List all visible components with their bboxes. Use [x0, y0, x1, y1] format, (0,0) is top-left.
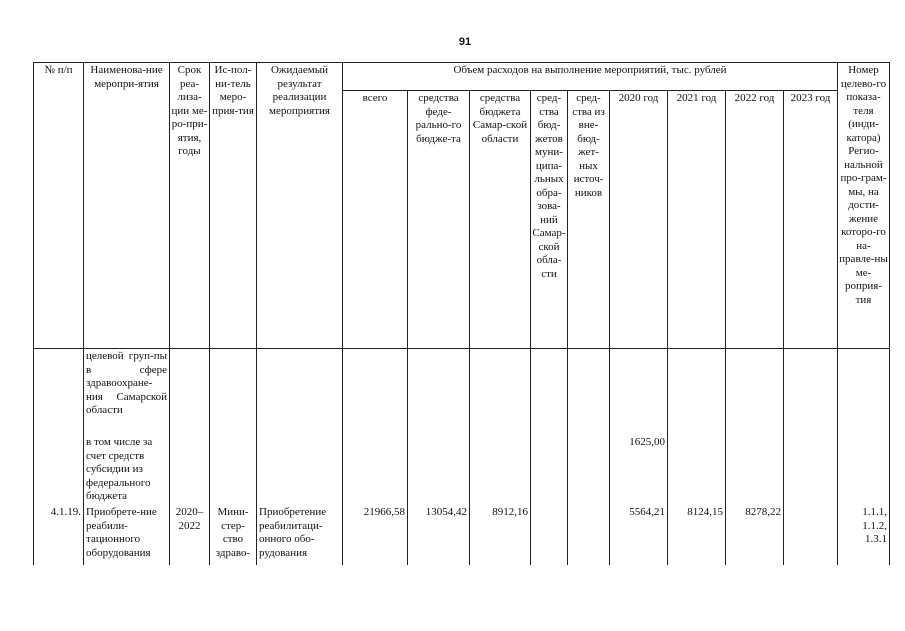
- cell-extra: [568, 349, 610, 426]
- cell-regional: [470, 349, 531, 426]
- cell-2023: [784, 505, 838, 565]
- cell-extra: [568, 505, 610, 565]
- header-regional: средства бюджета Самар-ской области: [470, 91, 531, 349]
- cell-term: 2020–2022: [170, 505, 210, 565]
- cell-2021: [668, 435, 726, 505]
- cell-term: [170, 435, 210, 505]
- header-2020: 2020 год: [610, 91, 668, 349]
- cell-2020: [610, 349, 668, 426]
- header-indicator: Номер целево-го показа-теля (инди-катора) Регио-нальной про-грам-мы, на дости-жение которо-го на-правле-ны ме-роприя-тия: [838, 63, 890, 349]
- cell-num: [34, 349, 84, 426]
- cell-result: [257, 349, 343, 426]
- cell-municipal: [531, 435, 568, 505]
- header-2023: 2023 год: [784, 91, 838, 349]
- header-name: Наименова-ние меропри-ятия: [84, 63, 170, 349]
- cell-federal: [408, 435, 470, 505]
- cell-result: [257, 435, 343, 505]
- cell-indicator: [838, 349, 890, 426]
- cell-federal: 13054,42: [408, 505, 470, 565]
- header-extra: сред-ства из вне-бюд-жет-ных источ-ников: [568, 91, 610, 349]
- header-total: всего: [343, 91, 408, 349]
- cell-municipal: [531, 505, 568, 565]
- table-body: [34, 349, 890, 566]
- page-number: 91: [458, 36, 472, 48]
- header-2021: 2021 год: [668, 91, 726, 349]
- header-volume: Объем расходов на выполнение мероприятий, тыс. рублей: [343, 63, 838, 91]
- cell-extra: [568, 435, 610, 505]
- cell-total: 21966,58: [343, 505, 408, 565]
- cell-name: в том числе за счет средств субсидии из федерального бюджета: [84, 435, 170, 505]
- header-num: № п/п: [34, 63, 84, 349]
- table-row: [34, 349, 890, 426]
- table-header: [34, 63, 890, 349]
- header-result: Ожидаемый результат реализации мероприятия: [257, 63, 343, 349]
- table-row: [34, 505, 890, 565]
- cell-2020: 1625,00: [610, 435, 668, 505]
- header-2022: 2022 год: [726, 91, 784, 349]
- cell-2022: [726, 435, 784, 505]
- cell-total: [343, 435, 408, 505]
- cell-regional: [470, 435, 531, 505]
- budget-table: [33, 62, 890, 565]
- cell-executor: [210, 435, 257, 505]
- cell-2022: [726, 349, 784, 426]
- header-municipal: сред-ства бюд-жетов муни-ципа-льных обра-зова-ний Самар-ской обла-сти: [531, 91, 568, 349]
- header-federal: средства феде-рально-го бюдже-та: [408, 91, 470, 349]
- cell-2021: 8124,15: [668, 505, 726, 565]
- cell-name: целевой груп-пы в сфере здравоохране-ния Самарской области: [84, 349, 170, 426]
- cell-result: Приобретение реабилитаци-онного обо-рудования: [257, 505, 343, 565]
- cell-term: [170, 349, 210, 426]
- cell-municipal: [531, 349, 568, 426]
- cell-2020: 5564,21: [610, 505, 668, 565]
- row-spacer: [34, 425, 890, 435]
- cell-num: [34, 435, 84, 505]
- header-executor: Ис-пол-ни-тель меро-прия-тия: [210, 63, 257, 349]
- cell-executor: [210, 349, 257, 426]
- cell-total: [343, 349, 408, 426]
- cell-2022: 8278,22: [726, 505, 784, 565]
- cell-name: Приобрете-ние реабили-тационного оборудования: [84, 505, 170, 565]
- cell-indicator: [838, 435, 890, 505]
- cell-2023: [784, 349, 838, 426]
- cell-2021: [668, 349, 726, 426]
- header-term: Срок реа-лиза-ции ме-ро-при-ятия, годы: [170, 63, 210, 349]
- cell-regional: 8912,16: [470, 505, 531, 565]
- cell-federal: [408, 349, 470, 426]
- cell-indicator: 1.1.1, 1.1.2, 1.3.1: [838, 505, 890, 565]
- cell-2023: [784, 435, 838, 505]
- table-row: [34, 435, 890, 505]
- cell-executor: Мини-стер-ство здраво-: [210, 505, 257, 565]
- cell-num: 4.1.19.: [34, 505, 84, 565]
